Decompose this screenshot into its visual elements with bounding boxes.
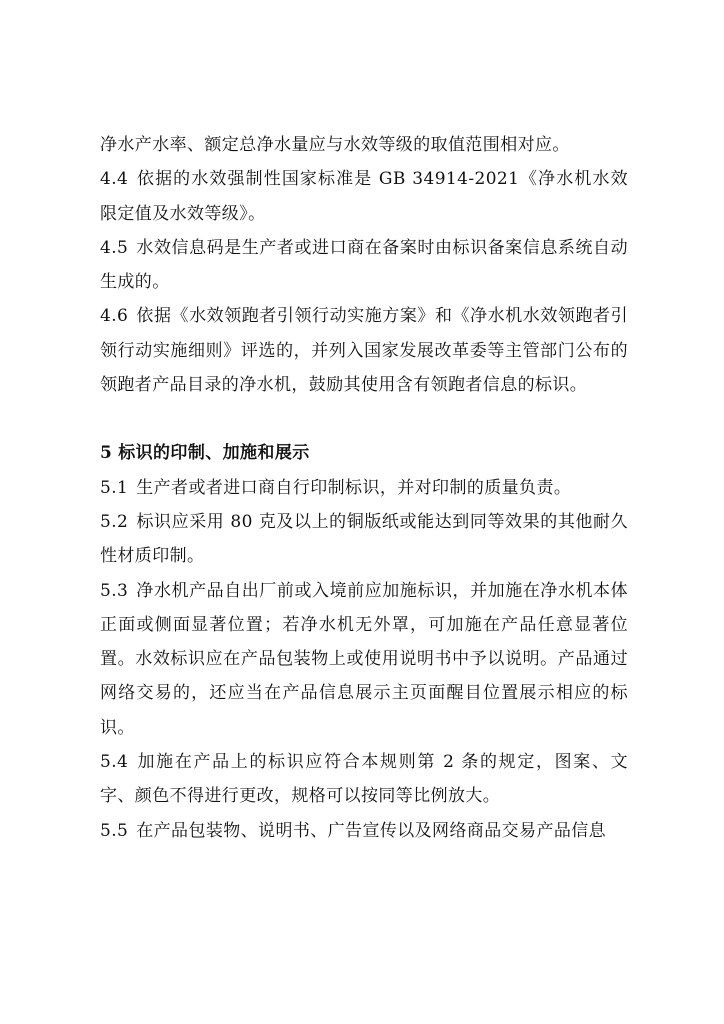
clause-number: 5.3 [100, 580, 129, 601]
clause-5-2 [100, 505, 628, 574]
clause-number: 4.5 [100, 237, 129, 258]
clause-4-4 [100, 162, 628, 231]
clause-number: 4.6 [100, 306, 129, 327]
clause-number: 5.4 [100, 752, 129, 773]
clause-text: 依据的水效强制性国家标准是 GB 34914-2021《净水机水效限定值及水效等级》。 [100, 169, 628, 224]
clause-text: 标识应采用 80 克及以上的铜版纸或能达到同等效果的其他耐久性材质印制。 [100, 511, 628, 567]
clause-number: 5.5 [100, 820, 129, 841]
section-spacer [100, 402, 628, 436]
clause-number: 5.1 [100, 477, 129, 498]
clause-5-1 [100, 471, 628, 505]
clause-text: 生产者或者进口商自行印制标识，并对印制的质量负责。 [136, 477, 572, 498]
clause-4-5 [100, 231, 628, 300]
document-body [100, 128, 628, 848]
clause-number: 5.2 [100, 511, 129, 532]
section-title: 标识的印制、加施和展示 [118, 443, 310, 464]
section-number: 5 [100, 443, 113, 464]
intro-line: 净水产水率、额定总净水量应与水效等级的取值范围相对应。 [100, 135, 570, 155]
section-5-heading [100, 436, 628, 470]
clause-5-4 [100, 745, 628, 814]
clause-4-6 [100, 299, 628, 402]
clause-number: 4.4 [100, 169, 129, 190]
clause-text: 净水机产品自出厂前或入境前应加施标识，并加施在净水机本体正面或侧面显著位置；若净水机无外罩，可加施在产品任意显著位置。水效标识应在产品包装物上或使用说明书中予以说明。产品通过网络交易的，还应当在产品信息展示主页面醒目位置展示相应的标识。 [100, 580, 628, 738]
clause-text: 在产品包装物、说明书、广告宣传以及网络商品交易产品信息 [136, 820, 607, 841]
clause-text: 水效信息码是生产者或进口商在备案时由标识备案信息系统自动生成的。 [100, 237, 628, 293]
clause-5-5 [100, 814, 628, 848]
clause-5-3 [100, 574, 628, 745]
clause-text: 加施在产品上的标识应符合本规则第 2 条的规定，图案、文字、颜色不得进行更改，规格可以按同等比例放大。 [100, 752, 628, 807]
clause-text: 依据《水效领跑者引领行动实施方案》和《净水机水效领跑者引领行动实施细则》评选的，并列入国家发展改革委等主管部门公布的领跑者产品目录的净水机，鼓励其使用含有领跑者信息的标识。 [100, 306, 628, 396]
